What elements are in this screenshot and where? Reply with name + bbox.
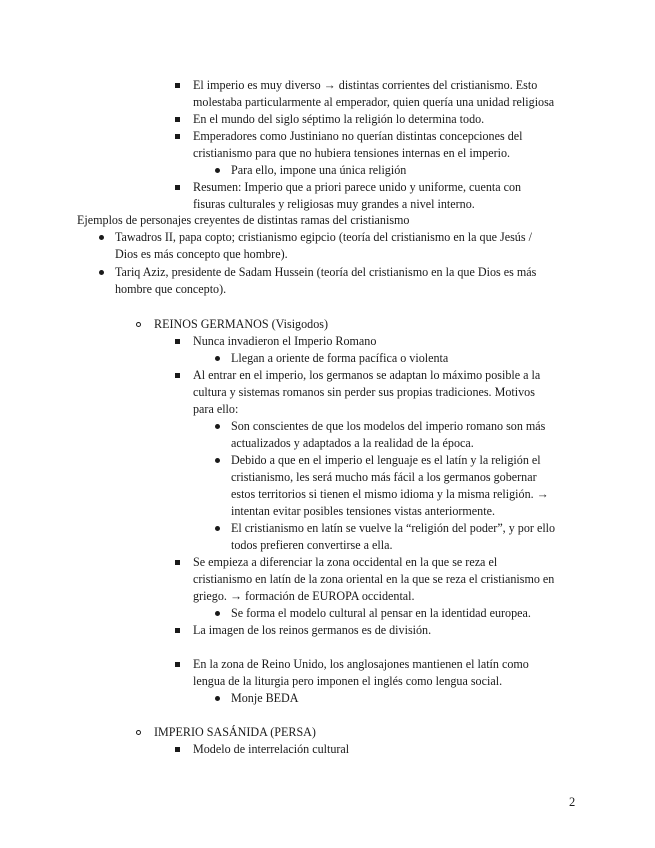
bullet-square-item: En la zona de Reino Unido, los anglosajones mantienen el latín como <box>193 657 529 671</box>
bullet-dot-item: Tariq Aziz, presidente de Sadam Hussein (teoría del cristianismo en la que Dios es más <box>115 265 537 279</box>
bullet-square-item: Al entrar en el imperio, los germanos se adaptan lo máximo posible a la <box>193 368 541 382</box>
bullet-dot-item: Tawadros II, papa copto; cristianismo egipcio (teoría del cristianismo en la que Jesús / <box>115 230 532 244</box>
section-paragraph: Ejemplos de personajes creyentes de distintas ramas del cristianismo <box>77 213 410 227</box>
heading-imperio-sasanida: IMPERIO SASÁNIDA (PERSA) <box>154 725 316 739</box>
bullet-square-item: La imagen de los reinos germanos es de división. <box>193 623 432 637</box>
bullet-continuation: todos prefieren convertirse a ella. <box>231 538 393 552</box>
bullet-continuation: intentan evitar posibles tensiones vistas anteriormente. <box>231 504 495 518</box>
bullet-dot-item: Llegan a oriente de forma pacífica o violenta <box>231 351 449 365</box>
bullet-continuation: molestaba particularmente al emperador, quien quería una unidad religiosa <box>193 95 555 109</box>
bullet-continuation: estos territorios si tienen el mismo idioma y la misma religión. → <box>231 487 549 501</box>
bullet-dot-item: Para ello, impone una única religión <box>231 163 407 177</box>
page-number: 2 <box>569 795 576 809</box>
bullet-dot-item: Se forma el modelo cultural al pensar en la identidad europea. <box>231 606 531 620</box>
bullet-square-item: Emperadores como Justiniano no querían distintas concepciones del <box>193 129 523 143</box>
bullet-continuation: fisuras culturales y religiosas muy grandes a nivel interno. <box>193 197 475 211</box>
bullet-continuation: griego. → formación de EUROPA occidental. <box>193 589 415 603</box>
bullet-continuation: lengua de la liturgia pero imponen el inglés como lengua social. <box>193 674 503 688</box>
bullet-continuation: cristianismo, les será mucho más fácil a los germanos gobernar <box>231 470 537 484</box>
bullet-dot-item: Son conscientes de que los modelos del imperio romano son más <box>231 419 546 433</box>
bullet-dot-item: Monje BEDA <box>231 691 299 705</box>
bullet-continuation: para ello: <box>193 402 239 416</box>
bullet-continuation: cultura y sistemas romanos sin perder sus propias tradiciones. Motivos <box>193 385 535 399</box>
bullet-square-item: Se empieza a diferenciar la zona occidental en la que se reza el <box>193 555 498 569</box>
bullet-dot-item: El cristianismo en latín se vuelve la “religión del poder”, y por ello <box>231 521 556 535</box>
bullet-square-item: En el mundo del siglo séptimo la religión lo determina todo. <box>193 112 485 126</box>
bullet-square-item: Nunca invadieron el Imperio Romano <box>193 334 377 348</box>
bullet-continuation: cristianismo para que no hubiera tensiones internas en el imperio. <box>193 146 511 160</box>
bullet-square-item: Modelo de interrelación cultural <box>193 742 350 756</box>
heading-reinos-germanos: REINOS GERMANOS (Visigodos) <box>154 317 328 331</box>
bullet-square-item: Resumen: Imperio que a priori parece unido y uniforme, cuenta con <box>193 180 522 194</box>
bullet-continuation: actualizados y adaptados a la realidad de la época. <box>231 436 474 450</box>
bullet-continuation: cristianismo en latín de la zona oriental en la que se reza el cristianismo en <box>193 572 555 586</box>
bullet-continuation: hombre que concepto). <box>115 282 227 296</box>
bullet-continuation: Dios es más concepto que hombre). <box>115 247 288 261</box>
bullet-square-item: El imperio es muy diverso → distintas corrientes del cristianismo. Esto <box>193 78 538 92</box>
bullet-dot-item: Debido a que en el imperio el lenguaje es el latín y la religión el <box>231 453 541 467</box>
